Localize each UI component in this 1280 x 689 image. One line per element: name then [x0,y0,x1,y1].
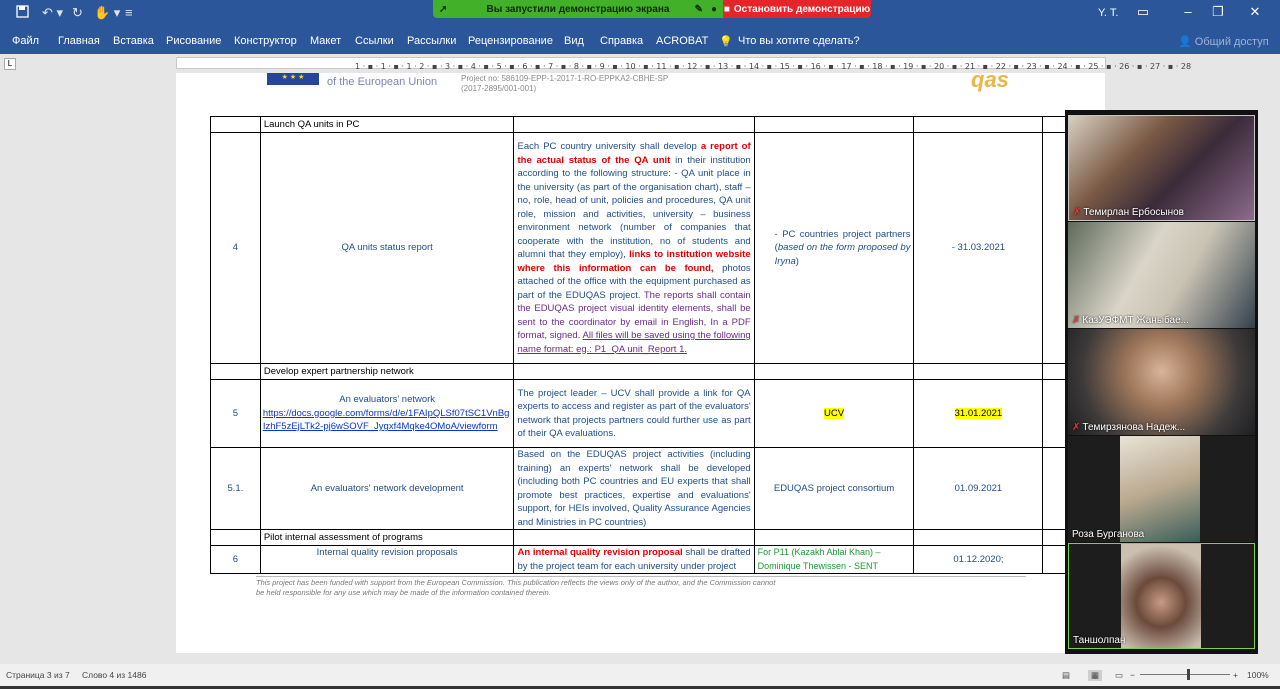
participant-tile-active[interactable] [1068,543,1255,649]
tab-home[interactable]: Главная [58,35,100,47]
activity-description[interactable]: Each PC country university shall develop a report of the actual status of the QA unit in their institution according to the following structure: - QA unit place in the university (as part of the organisation chart), staff – no, role, head of unit, policies and procedures, QA unit role, mission and activities, university – business environment network (number of companies that cooperate with the institution, no of students and alumni that they employ), links to institution website where this information can be found, photos attached of the office with the equipment purchased as part of the EDUQAS project. The reports shall contain the EDUQAS project visual identity elements, shall be sent to the coordinator by email in English, In a PDF format, signed. All files will be saved using the following name format: eg.: P1_QA unit_Report 1. [514,133,754,364]
section-row [211,117,1105,133]
stop-share-label: Остановить демонстрацию [733,3,871,15]
tab-references[interactable]: Ссылки [355,35,394,47]
activity-name[interactable]: Internal quality revision proposals [260,546,514,574]
person-icon: 👤 [1178,36,1192,48]
ribbon-tabs [0,28,1280,54]
table-row [211,546,1105,574]
screen-share-banner [433,0,871,18]
zoom-out-button[interactable]: − [1130,670,1135,680]
tab-review[interactable]: Рецензирование [468,35,553,47]
tab-mailings[interactable]: Рассылки [407,35,457,47]
deadline[interactable]: - 31.03.2021 [914,133,1043,364]
web-layout-icon[interactable]: ▭ [1115,670,1124,680]
eu-flag-logo: ★ ★ ★ [267,73,319,85]
activity-description[interactable]: Based on the EDUQAS project activities (including training) an experts' network shall be developed (including both PC countries and EU experts that shall promote best practices, expertise and evaluations' support, for HEIs involved, Quality Assurance Agencies and Ministries in PC countries) [514,448,754,530]
activity-table [210,116,1105,574]
section-title[interactable]: Launch QA units in PC [260,117,514,133]
mic-muted-icon: ✗ [1073,207,1082,218]
share-status [433,0,723,18]
ribbon-display-icon[interactable]: ▭ [1136,4,1150,19]
lightbulb-icon: 💡 [719,36,733,48]
tab-file[interactable]: Файл [12,35,40,47]
tab-layout[interactable]: Макет [310,35,342,47]
close-icon[interactable]: ✕ [1249,4,1261,19]
project-code-line: (2017-2895/001-001) [461,84,537,93]
tab-acrobat[interactable]: ACROBAT [656,35,709,47]
page-footer: This project has been funded with support from the European Commission. This publication reflects the views only of the author, and the Commission cannot be held responsible for any use which may be made of the information contained therein. [256,578,776,597]
responsible[interactable]: UCV [754,380,914,448]
row-number[interactable]: 5 [211,380,261,448]
participant-video [1121,544,1201,649]
section-row [211,364,1105,380]
project-no-line: Project no: 586109-EPP-1-2017-1-RO-EPPKA2-CBHE-SP [461,74,669,83]
eduqas-logo: qas [971,67,1009,92]
tell-me-input[interactable]: Что вы хотите сделать? [738,35,860,47]
row-number[interactable]: 4 [211,133,261,364]
user-account[interactable]: Y. T. [1098,7,1119,19]
participant-name: Темирзянова Надеж... [1082,422,1186,433]
share-arrow-icon: ➚ [439,3,448,15]
share-button[interactable] [1178,35,1269,48]
undo-icon[interactable]: ↶ ▾ [42,5,64,20]
status-bar [0,664,1280,686]
activity-name: An evaluators' network [339,394,436,406]
participant-name: Таншолпан [1073,635,1126,646]
project-number [461,74,668,94]
activity-name-cell[interactable] [260,380,514,448]
participant-name: Роза Бурганова [1072,529,1145,540]
page-counter[interactable]: Страница 3 из 7 [6,670,70,680]
responsible[interactable]: - PC countries project partners (based on the form proposed by Iryna) [754,133,914,364]
ruler [0,54,1280,73]
participant-name: КазУЭФМТ Жаныбае... [1082,315,1189,326]
mic-muted-icon: ✗ [1072,315,1081,326]
pause-icon[interactable]: ✎ [694,3,703,15]
zoom-slider-thumb[interactable] [1187,669,1190,680]
participant-tile[interactable] [1068,329,1255,435]
stop-share-button[interactable] [723,0,871,18]
row-number[interactable]: 5.1. [211,448,261,530]
ruler-bar[interactable] [176,57,1192,71]
form-link[interactable]: https://docs.google.com/forms/d/e/1FAIpQLSf07tSC1VnBgIzhF5zEjLTk2-pj6wSOVF_Jygxf4Mqke4OMoA/viewform [262,407,510,433]
redo-icon[interactable]: ↻ [72,5,83,20]
word-counter[interactable]: Слово 4 из 1486 [82,670,147,680]
tab-draw[interactable]: Рисование [166,35,222,47]
activity-name[interactable]: An evaluators' network development [260,448,514,530]
zoom-slider[interactable] [1140,674,1230,675]
activity-description[interactable]: An internal quality revision proposal shall be drafted by the project team for each university under project [514,546,754,574]
share-label: Общий доступ [1194,36,1269,48]
section-title[interactable]: Pilot internal assessment of programs [260,530,514,546]
responsible[interactable]: For P11 (Kazakh Ablai Khan) – Dominique Thewissen - SENT [754,546,914,574]
minimize-icon[interactable]: – [1184,4,1192,19]
tab-insert[interactable]: Вставка [113,35,154,47]
deadline[interactable]: 01.09.2021 [914,448,1043,530]
section-row [211,530,1105,546]
tab-help[interactable]: Справка [600,35,644,47]
ruler-marks: 1 · ▪ · 1 · ▪ · 1 · 2 · ▪ · 3 · ▪ · 4 · ▪ · 5 · ▪ · 6 · ▪ · 7 · ▪ · 8 · ▪ · 9 · ▪ · 10 · ▪ · 11 · ▪ · 12 · ▪ · 13 · ▪ · 14 · ▪ · 15 · ▪ · 16 · ▪ · 17 · ▪ · 18 · ▪ · 19 · ▪ · 20 · ▪ · 21 · ▪ · 22 · ▪ · 23 · ▪ · 24 · ▪ · 25 · ▪ · 26 · ▪ · 27 · ▪ · 28 [355,62,1192,71]
participant-name: Темирлан Ербосынов [1083,207,1184,218]
read-mode-icon[interactable]: ▤ [1062,670,1071,680]
participant-tile[interactable] [1068,436,1255,542]
table-row [211,448,1105,530]
activity-description[interactable]: The project leader – UCV shall provide a link for QA experts to access and register as part of the evaluators' network that projects partners could further use as part of their QA evaluations. [514,380,754,448]
footer-divider [256,576,1026,577]
stop-icon: ■ [723,3,730,15]
tab-design[interactable]: Конструктор [234,35,297,47]
title-bar [0,0,1280,28]
zoom-level[interactable]: 100% [1247,670,1269,680]
customize-toolbar-icon[interactable]: ≡ [125,5,133,20]
mic-muted-icon: ✗ [1072,422,1081,433]
tab-selector[interactable]: L [4,58,16,70]
table-row [211,380,1105,448]
share-status-label: Вы запустили демонстрацию экрана [486,3,670,15]
maximize-icon[interactable]: ❐ [1212,4,1224,19]
save-icon[interactable] [16,5,29,21]
video-gallery [1065,110,1258,654]
row-number[interactable]: 6 [211,546,261,574]
eu-caption: of the European Union [327,76,438,88]
section-title[interactable]: Develop expert partnership network [260,364,514,380]
activity-name[interactable]: QA units status report [260,133,514,364]
tab-view[interactable]: Вид [564,35,584,47]
touch-mode-icon[interactable]: ✋ ▾ [94,5,121,20]
shield-icon: ● [710,3,717,15]
document-page[interactable] [176,67,1105,653]
responsible[interactable]: EDUQAS project consortium [754,448,914,530]
participant-tile[interactable] [1068,115,1255,221]
participant-video [1120,436,1200,542]
participant-tile[interactable] [1068,222,1255,328]
deadline[interactable]: 01.12.2020; [914,546,1043,574]
deadline[interactable]: 31.01.2021 [914,380,1043,448]
zoom-in-button[interactable]: + [1233,670,1238,680]
table-row [211,133,1105,364]
print-layout-icon[interactable]: ▦ [1088,670,1102,681]
